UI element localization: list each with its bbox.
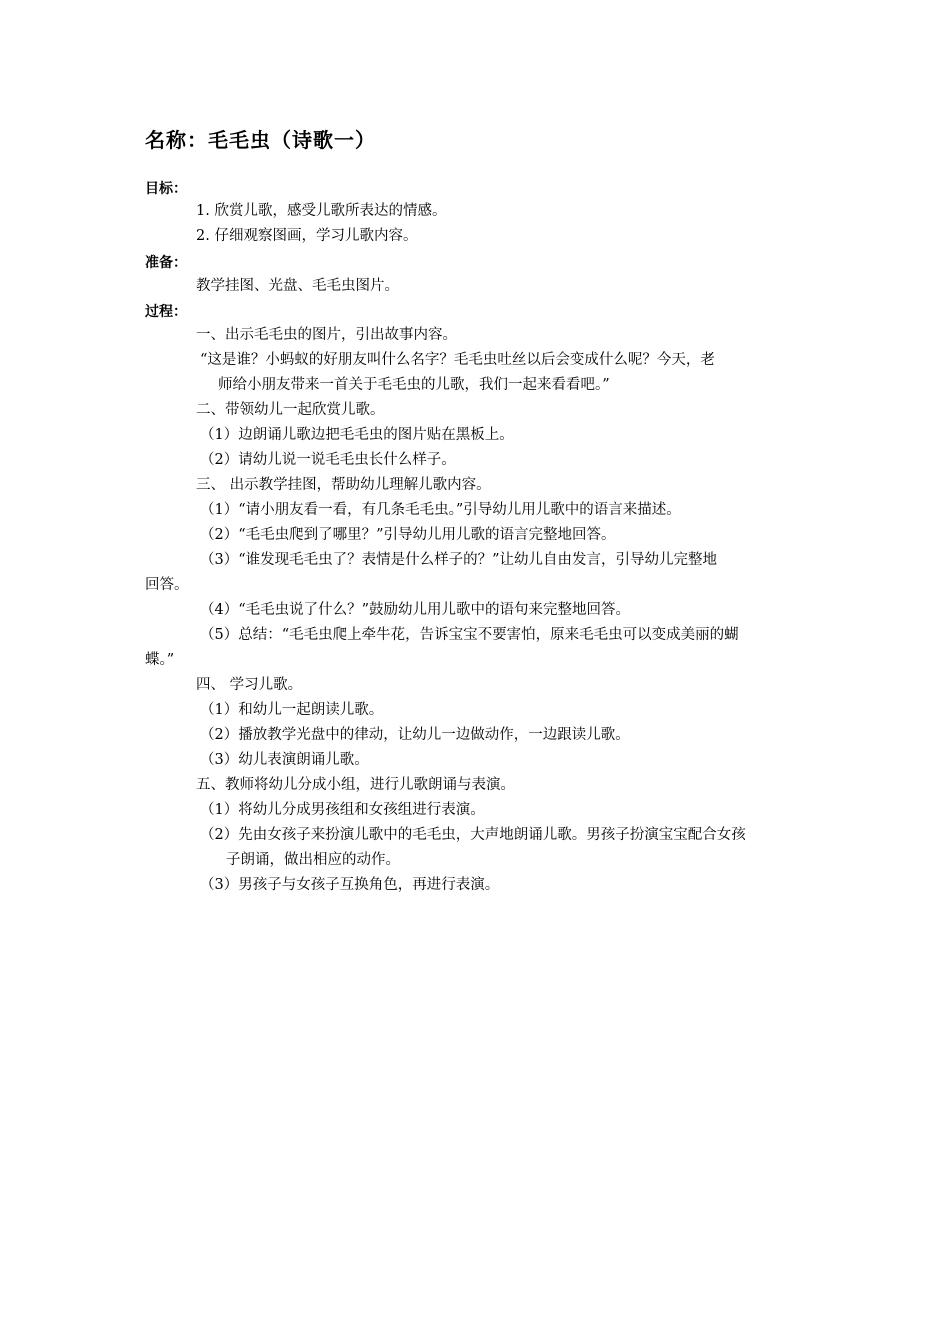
goal-item: 2. 仔细观察图画，学习儿歌内容。 — [196, 228, 418, 244]
process-line: 师给小朋友带来一首关于毛毛虫的儿歌，我们一起来看看吧。” — [218, 377, 610, 393]
process-line: （2）先由女孩子来扮演儿歌中的毛毛虫，大声地朗诵儿歌。男孩子扮演宝宝配合女孩 — [200, 827, 746, 843]
process-line: （1）边朗诵儿歌边把毛毛虫的图片贴在黑板上。 — [200, 427, 514, 443]
prep-heading: 准备： — [145, 255, 187, 271]
document-title: 名称：毛毛虫（诗歌一） — [145, 128, 376, 152]
process-line: （3）男孩子与女孩子互换角色，再进行表演。 — [200, 877, 500, 893]
process-line: （3）“谁发现毛毛虫了？表情是什么样子的？”让幼儿自由发言，引导幼儿完整地 — [200, 552, 718, 568]
process-line: 五、教师将幼儿分成小组，进行儿歌朗诵与表演。 — [196, 777, 515, 793]
process-line: （2）“毛毛虫爬到了哪里？”引导幼儿用儿歌的语言完整地回答。 — [200, 527, 616, 543]
process-line: 二、带领幼儿一起欣赏儿歌。 — [196, 402, 385, 418]
process-line: 四、 学习儿歌。 — [196, 677, 303, 693]
process-line: 回答。 — [145, 577, 189, 593]
process-line: 子朗诵，做出相应的动作。 — [226, 852, 400, 868]
process-line: 蝶。” — [145, 652, 175, 668]
process-line: （1）和幼儿一起朗读儿歌。 — [200, 702, 384, 718]
process-line: “这是谁？小蚂蚁的好朋友叫什么名字？毛毛虫吐丝以后会变成什么呢？今天，老 — [200, 352, 715, 368]
process-line: （2）播放教学光盘中的律动，让幼儿一边做动作，一边跟读儿歌。 — [200, 727, 630, 743]
process-line: （3）幼儿表演朗诵儿歌。 — [200, 752, 369, 768]
goal-heading: 目标： — [145, 181, 187, 197]
process-line: 一、出示毛毛虫的图片，引出故事内容。 — [196, 327, 457, 343]
process-line: （1）将幼儿分成男孩组和女孩组进行表演。 — [200, 802, 485, 818]
goal-item: 1. 欣赏儿歌，感受儿歌所表达的情感。 — [196, 203, 447, 219]
process-line: （1）“请小朋友看一看，有几条毛毛虫。”引导幼儿用儿歌中的语言来描述。 — [200, 502, 681, 518]
process-line: （2）请幼儿说一说毛毛虫长什么样子。 — [200, 452, 456, 468]
prep-text: 教学挂图、光盘、毛毛虫图片。 — [196, 278, 399, 294]
process-line: （5）总结：“毛毛虫爬上牵牛花，告诉宝宝不要害怕，原来毛毛虫可以变成美丽的蝴 — [200, 627, 739, 643]
process-line: 三、 出示教学挂图，帮助幼儿理解儿歌内容。 — [196, 477, 491, 493]
process-line: （4）“毛毛虫说了什么？”鼓励幼儿用儿歌中的语句来完整地回答。 — [200, 602, 631, 618]
process-heading: 过程： — [145, 304, 187, 320]
